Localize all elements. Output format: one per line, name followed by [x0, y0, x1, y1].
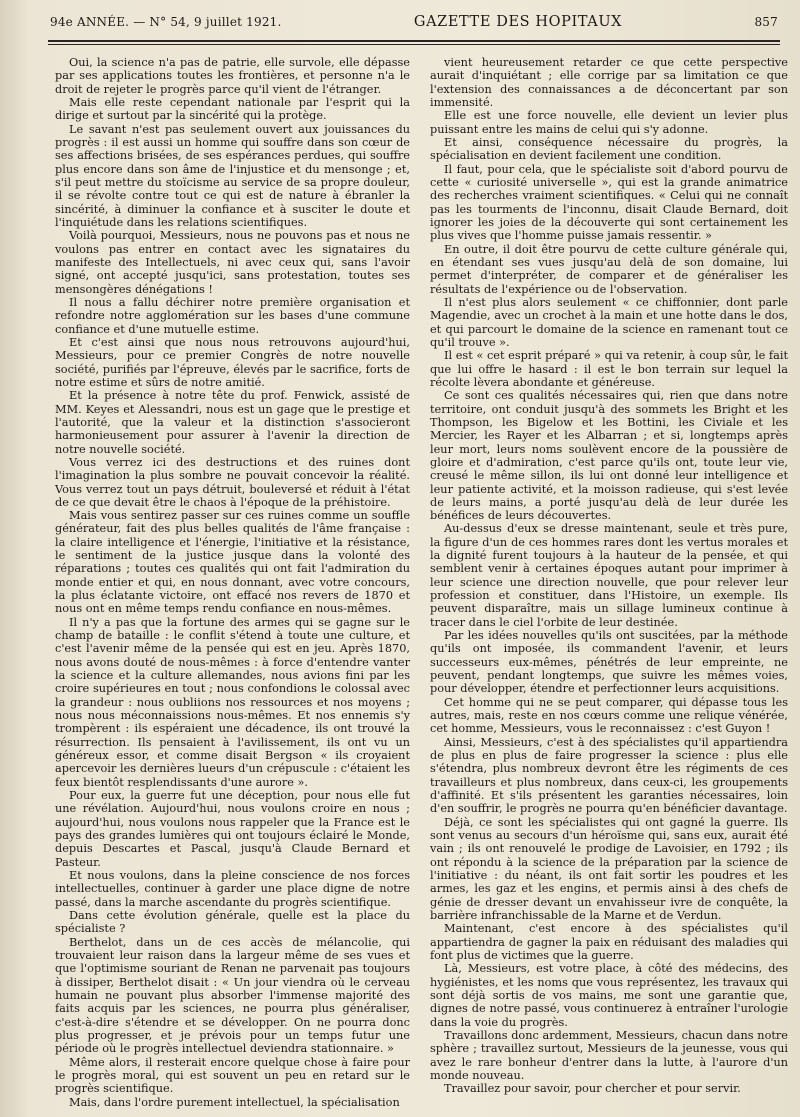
paragraph: Pour eux, la guerre fut une déception, pour nous elle fut une révélation. Aujourd'hui, nous voulons croire en nous ; aujourd'hui, nous voulons nous rappeler que la France est le pays des grandes lumières qui ont toujours éclairé le Monde, depuis Descartes et Pascal, jusqu'à Claude Bernard et Pasteur. — [55, 789, 410, 869]
paragraph: Travaillez pour savoir, pour chercher et pour servir. — [444, 1082, 741, 1096]
paragraph: Mais elle reste cependant nationale par l'esprit qui la dirige et surtout par la sincérité qui la protège. — [55, 95, 410, 123]
header-rule-thin — [48, 44, 780, 45]
paragraph: Cet homme qui ne se peut comparer, qui dépasse tous les autres, mais, reste en nos cœurs comme une relique vénérée, cet homme, Messieurs, vous le reconnaissez : c'est Guyon ! — [430, 695, 788, 736]
paragraph: Vous verrez ici des destructions et des ruines dont l'imagination la plus sombre ne pouvait concevoir la réalité. Vous verrez tout un pays détruit, bouleversé et réduit à l'état de ce que devait être le chaos à l'époque de la préhistoire. — [55, 455, 410, 509]
paragraph: Et c'est ainsi que nous nous retrouvons aujourd'hui, Messieurs, pour ce premier Congrès de notre nouvelle société, purifiés par l'épreuve, élevés par le sacrifice, forts de notre estime et sûrs de notre amitié. — [55, 335, 410, 389]
paragraph: Oui, la science n'a pas de patrie, elle survole, elle dépasse par ses applications toutes les frontières, et personne n'a le droit de rejeter le progrès parce qu'il vient de l'étranger. — [55, 56, 410, 96]
paragraph: Par les idées nouvelles qu'ils ont suscitées, par la méthode qu'ils ont imposée, ils commandent l'avenir, et leurs successeurs eux-mêmes, pénétrés de leur empreinte, ne peuvent, pendant longtemps, que suivre les mêmes voies, pour développer, étendre et perfectionner leurs acquisitions. — [430, 629, 788, 696]
paragraph: Elle est une force nouvelle, elle devient un levier plus puissant entre les mains de celui qui s'y adonne. — [430, 109, 788, 136]
paragraph: Il n'est plus alors seulement « ce chiffonnier, dont parle Magendie, avec un crochet à la main et une hotte dans le dos, et qui parcourt le domaine de la science en ramenant tout ce qu'il trouve ». — [430, 295, 788, 349]
paragraph: Travaillons donc ardemment, Messieurs, chacun dans notre sphère ; travaillez surtout, Messieurs de la jeunesse, vous qui avez le rare bonheur d'entrer dans la lutte, à l'aurore d'un monde nouveau. — [430, 1028, 788, 1082]
paragraph: Là, Messieurs, est votre place, à côté des médecins, des hygiénistes, et les noms que vous représentez, les travaux qui sont déjà sortis de vos mains, me sont une garantie que, dignes de notre passé, vous continuerez à entraîner l'urologie dans la voie du progrès. — [430, 962, 788, 1029]
paragraph: Mais vous sentirez passer sur ces ruines comme un souffle générateur, fait des plus belles qualités de l'âme française : la claire intelligence et l'énergie, l'initiative et la résistance, le sentiment de la justice jusque dans la volonté des réparations ; toutes ces qualités qui ont fait l'admiration du monde entier et qui, en nous donnant, avec votre concours, la plus éclatante victoire, ont effacé nos revers de 1870 et nous ont en même temps rendu confiance en nous-mêmes. — [55, 509, 410, 616]
paragraph: En outre, il doit être pourvu de cette culture générale qui, en étendant ses vues jusqu'au delà de son domaine, lui permet d'interpréter, de comparer et de généraliser les résultats de l'expérience ou de l'observation. — [430, 242, 788, 296]
paragraph: Même alors, il resterait encore quelque chose à faire pour le progrès moral, qui est souvent un peu en retard sur le progrès scientifique. — [55, 1055, 410, 1096]
paragraph: Au-dessus d'eux se dresse maintenant, seule et très pure, la figure d'un de ces hommes rares dont les vertus morales et la dignité furent toujours à la hauteur de la pensée, et qui semblent venir à certaines époques autant pour imprimer à leur science une direction nouvelle, que pour relever leur profession et constituer, dans l'Histoire, un exemple. Ils peuvent disparaître, mais un sillage lumineux continue à tracer dans le ciel l'orbite de leur destinée. — [430, 522, 788, 629]
paragraph: Ce sont ces qualités nécessaires qui, rien que dans notre territoire, ont conduit jusqu'à des sommets les Bright et les Thompson, les Bigelow et les Bottini, les Civiale et les Mercier, les Rayer et les Albarran ; et si, longtemps après leur mort, leurs noms soulèvent encore de la poussière de gloire et d'admiration, c'est parce qu'ils ont, toute leur vie, creusé le même sillon, ils lui ont donné leur intelligence et leur patiente activité, et la moisson radieuse, qui s'est levée de leurs mains, a porté jusqu'au delà de leur durée les bénéfices de leurs découvertes. — [430, 389, 788, 523]
header-rule — [48, 40, 780, 42]
paragraph: Et nous voulons, dans la pleine conscience de nos forces intellectuelles, continuer à garder une place digne de notre passé, dans la marche ascendante du progrès scientifique. — [55, 869, 410, 909]
paragraph: Dans cette évolution générale, quelle est la place du spécialiste ? — [55, 909, 410, 936]
paragraph: Voilà pourquoi, Messieurs, nous ne pouvons pas et nous ne voulons pas entrer en contact avec les signataires du manifeste des Intellectuels, ni avec ceux qui, sans l'avoir signé, ont accepté jusqu'ici, sans protestation, toutes ses mensongères dénégations ! — [55, 229, 410, 296]
paragraph: Mais, dans l'ordre purement intellectuel, la spécialisation — [69, 1095, 400, 1109]
paragraph: Il nous a fallu déchirer notre première organisation et refondre notre agglomération sur les bases d'une commune confiance et d'une mutuelle estime. — [55, 295, 410, 336]
paragraph: Le savant n'est pas seulement ouvert aux jouissances du progrès : il est aussi un homme qui souffre dans son cœur de ses affections brisées, de ses espérances perdues, qui souffre plus encore dans son âme de l'injustice et du mensonge ; et, s'il peut mettre du stoïcisme au service de sa propre douleur, il se révolte contre tout ce qui est de nature à ébranler la sincérité, à diminuer la confiance et à susciter le doute et l'inquiétude dans les relations scientifiques. — [55, 122, 410, 229]
paragraph: Il faut, pour cela, que le spécialiste soit d'abord pourvu de cette « curiosité universelle », qui est la grande animatrice des recherches vraiment scientifiques. « Celui qui ne connaît pas les tourments de l'inconnu, disait Claude Bernard, doit ignorer les joies de la découverte qui sont certainement les plus vives que l'homme puisse jamais ressentir. » — [430, 162, 788, 243]
right-column — [430, 56, 788, 1096]
paragraph: Et ainsi, conséquence nécessaire du progrès, la spécialisation en devient facilement une condition. — [430, 135, 788, 163]
paragraph: Déjà, ce sont les spécialistes qui ont gagné la guerre. Ils sont venus au secours d'un héroïsme qui, sans eux, aurait été vain ; ils ont renouvelé le prodige de Lavoisier, en 1792 ; ils ont répondu à la science de la préparation par la science de l'initiative : du néant, ils ont fait sortir les poudres et les armes, les gaz et les engins, et permis ainsi à des chefs de génie de dresser devant un envahisseur ivre de conquête, la barrière infranchissable de la Marne et de Verdun. — [430, 815, 788, 922]
paragraph: Il n'y a pas que la fortune des armes qui se gagne sur le champ de bataille : le conflit s'étend à toute une culture, et c'est l'avenir même de la pensée qui est en jeu. Après 1870, nous avons douté de nous-mêmes : à force d'entendre vanter la science et la culture allemandes, nous avions fini par les croire supérieures en tout ; nous confondions le colossal avec la grandeur : nous oubliions nos ressources et nos moyens ; nous nous méconnaissions nous-mêmes. Et nos ennemis s'y trompèrent : ils espéraient une décadence, ils ont trouvé la résurrection. Ils pensaient à l'avilissement, ils ont vu un généreux essor, et comme disait Bergson « ils croyaient apercevoir les dernières lueurs d'un crépuscule : c'étaient les feux bientôt resplendissants d'une aurore ». — [55, 615, 410, 789]
issue-line: 94e ANNÉE. — N° 54, 9 juillet 1921. — [50, 15, 282, 29]
publication-title: GAZETTE DES HOPITAUX — [413, 14, 623, 30]
page-header — [50, 14, 778, 36]
paragraph: vient heureusement retarder ce que cette perspective aurait d'inquiétant ; elle corrige par sa limitation ce que l'extension des connaissances a de déconcertant par son immensité. — [430, 56, 788, 109]
page-number: 857 — [754, 15, 778, 29]
paragraph: Et la présence à notre tête du prof. Fenwick, assisté de MM. Keyes et Alessandri, nous est un gage que le prestige et l'autorité, que la valeur et la distinction s'associeront harmonieusement pour assurer à l'avenir la direction de notre nouvelle société. — [55, 389, 410, 456]
paragraph: Il est « cet esprit préparé » qui va retenir, à coup sûr, le fait que lui offre le hasard : il est le bon terrain sur lequel la récolte lèvera abondante et généreuse. — [430, 349, 788, 389]
left-column — [55, 56, 410, 1109]
paragraph: Ainsi, Messieurs, c'est à des spécialistes qu'il appartiendra de plus en plus de faire progresser la science : plus elle s'étendra, plus nombreux devront être les régiments de ces travailleurs et plus nombreux, dans ceux-ci, les groupements d'affinité. Et s'ils présentent les garanties nécessaires, loin d'en souffrir, le progrès ne pourra qu'en bénéficier davantage. — [430, 735, 788, 816]
paragraph: Berthelot, dans un de ces accès de mélancolie, qui trouvaient leur raison dans la largeur même de ses vues et que l'optimisme souriant de Renan ne parvenait pas toujours à dissiper, Berthelot disait : « Un jour viendra où le cerveau humain ne pouvant plus absorber l'immense majorité des faits acquis par les sciences, ne pourra plus généraliser, c'est-à-dire s'étendre et se développer. On ne pourra donc plus progresser, et je prévois pour un temps futur une période où le progrès intellectuel deviendra stationnaire. » — [55, 935, 410, 1056]
paragraph: Maintenant, c'est encore à des spécialistes qu'il appartiendra de gagner la paix en réduisant des maladies qui font plus de victimes que la guerre. — [430, 922, 788, 962]
